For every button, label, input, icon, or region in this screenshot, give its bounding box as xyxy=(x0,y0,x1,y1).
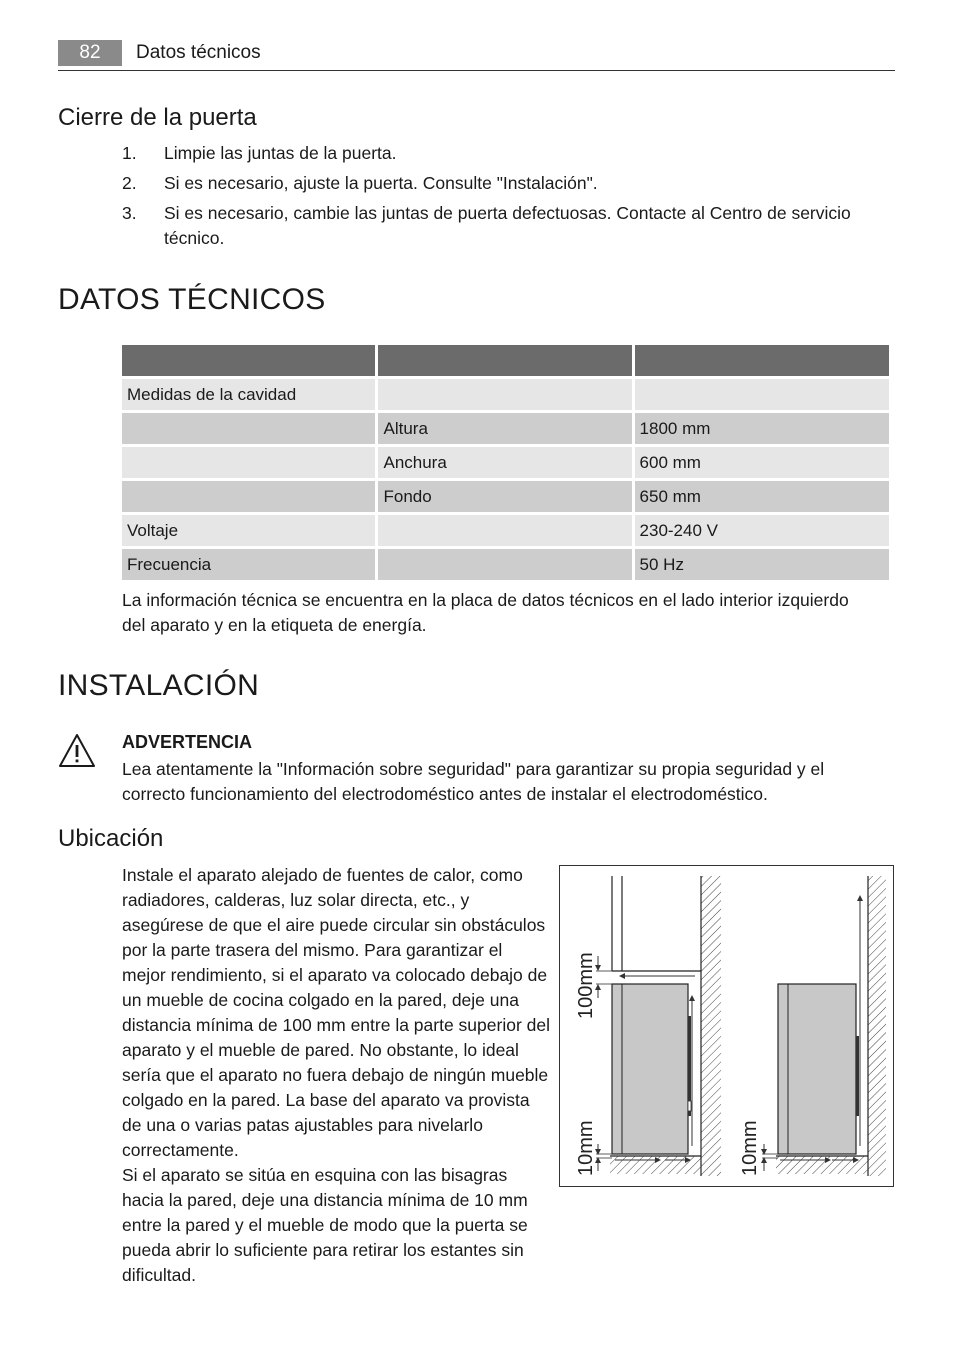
table-row xyxy=(122,549,889,580)
table-header-cell xyxy=(122,345,375,376)
list-item xyxy=(122,201,897,251)
table-row xyxy=(122,481,889,512)
table-cell: Medidas de la cavidad xyxy=(122,379,375,410)
header-rule xyxy=(58,70,895,71)
table-cell xyxy=(378,515,631,546)
table-cell: Fondo xyxy=(378,481,631,512)
location-heading: Ubicación xyxy=(58,825,164,852)
table-cell xyxy=(122,413,375,444)
table-row xyxy=(122,379,889,410)
table-cell: Voltaje xyxy=(122,515,375,546)
table-row xyxy=(122,515,889,546)
table-row xyxy=(122,447,889,478)
table-cell: Frecuencia xyxy=(122,549,375,580)
installation-figure xyxy=(559,865,894,1187)
table-cell xyxy=(378,549,631,580)
installation-diagram xyxy=(560,866,893,1186)
table-header-cell xyxy=(635,345,889,376)
step-text: Limpie las juntas de la puerta. xyxy=(164,143,397,163)
table-cell: 650 mm xyxy=(635,481,889,512)
list-item xyxy=(122,141,897,166)
table-cell: 600 mm xyxy=(635,447,889,478)
wall-hatch-left xyxy=(701,876,721,1176)
table-cell xyxy=(378,379,631,410)
wall-hatch-right xyxy=(868,876,886,1176)
table-cell: Anchura xyxy=(378,447,631,478)
tech-table xyxy=(119,342,892,583)
floor-hatch-right xyxy=(776,1156,868,1174)
step-text: Si es necesario, ajuste la puerta. Consulte "Instalación". xyxy=(164,173,598,193)
location-paragraph-2-text: Si el aparato se sitúa en esquina con las bisagras hacia la pared, deje una distancia mínima de 10 mm entre la pared y el mueble de modo que la puerta se pueda abrir lo suficiente para retirar los estantes sin dificultad. xyxy=(122,1165,528,1285)
step-number: 2. xyxy=(122,173,137,193)
step-number: 1. xyxy=(122,143,137,163)
warning-text: Lea atentamente la "Información sobre seguridad" para garantizar su propia seguridad y el correcto funcionamiento del electrodoméstico antes de instalar el electrodoméstico. xyxy=(122,759,825,804)
door-heading: Cierre de la puerta xyxy=(58,104,257,131)
label-10mm-left: 10mm xyxy=(575,1120,597,1176)
warning-title: ADVERTENCIA xyxy=(122,732,253,752)
table-header-cell xyxy=(378,345,631,376)
floor-hatch-left xyxy=(610,1156,701,1174)
table-cell: 1800 mm xyxy=(635,413,889,444)
label-10mm-right: 10mm xyxy=(739,1120,761,1176)
tech-heading: DATOS TÉCNICOS xyxy=(58,283,326,316)
step-text: Si es necesario, cambie las juntas de puerta defectuosas. Contacte al Centro de servicio técnico. xyxy=(164,203,851,248)
page-number: 82 xyxy=(58,40,122,66)
table-row xyxy=(122,413,889,444)
table-cell: Altura xyxy=(378,413,631,444)
table-cell: 230-240 V xyxy=(635,515,889,546)
table-cell xyxy=(635,379,889,410)
table-cell xyxy=(122,481,375,512)
appliance-left xyxy=(612,984,688,1154)
install-heading: INSTALACIÓN xyxy=(58,669,260,702)
step-number: 3. xyxy=(122,203,137,223)
location-paragraph-1: Instale el aparato alejado de fuentes de calor, como radiadores, calderas, luz solar directa, etc., y asegúrese de que el aire puede circular sin obstáculos por la parte trasera del mismo. Para garantizar el mejor rendimiento, si el aparato va colocado debajo de un mueble de cocina colgado en la pared, deje una distancia mínima de 100 mm entre la parte superior del aparato y el mueble de pared. No obstante, lo ideal sería que el aparato no fuera debajo de ningún mueble colgado en la pared. La base del aparato va provista de una o varias patas ajustables para nivelarlo correctamente. xyxy=(122,865,550,1160)
table-header-row xyxy=(122,345,889,376)
list-item xyxy=(122,171,897,196)
appliance-right xyxy=(778,984,856,1154)
tech-note: La información técnica se encuentra en la placa de datos técnicos en el lado interior izquierdo del aparato y en la etiqueta de energía. xyxy=(122,590,849,635)
table-cell: 50 Hz xyxy=(635,549,889,580)
table-cell xyxy=(122,447,375,478)
label-100mm: 100mm xyxy=(575,952,597,1019)
running-header: Datos técnicos xyxy=(136,42,261,63)
warning-icon xyxy=(58,733,96,769)
door-steps-list xyxy=(122,141,897,256)
